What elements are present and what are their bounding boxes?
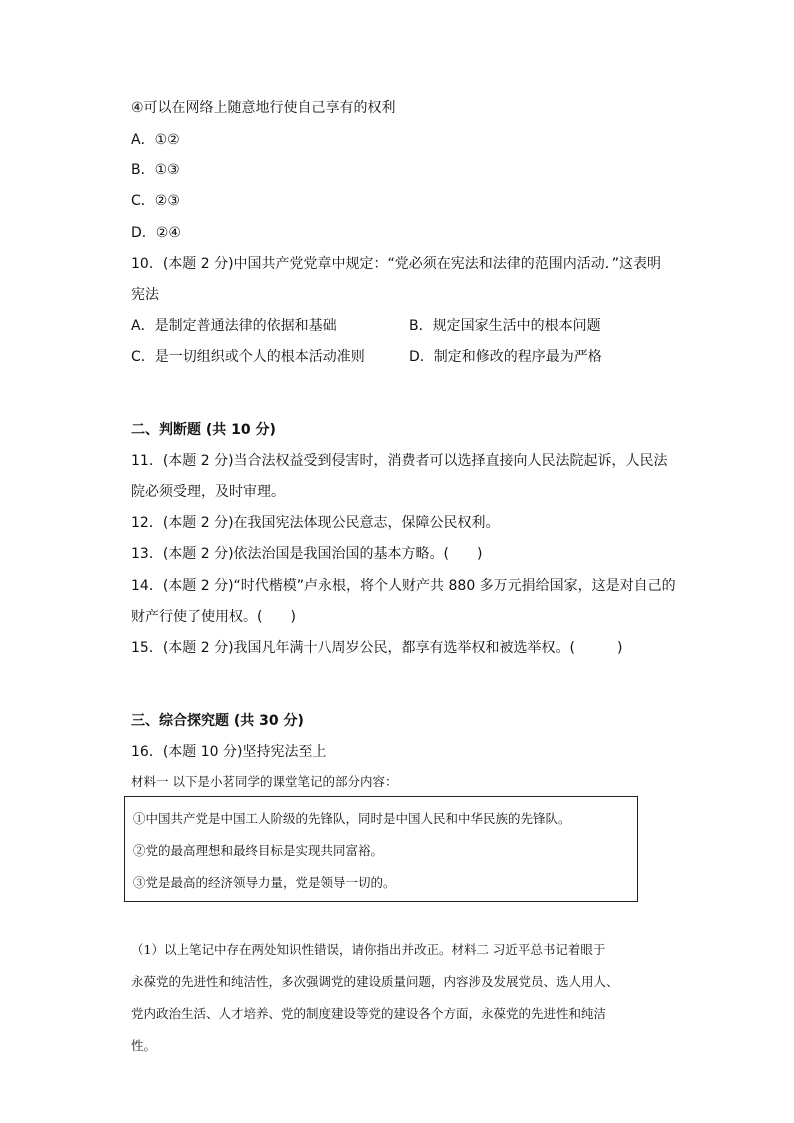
q10-option-a: A．是制定普通法律的依据和基础 bbox=[131, 318, 337, 334]
q10-stem-line1: 10．(本题 2 分)中国共产党党章中规定：“党必须在宪法和法律的范围内活动．”这表明 bbox=[131, 256, 662, 272]
q9-option-c: C．②③ bbox=[131, 193, 180, 209]
q11-line1: 11．(本题 2 分)当合法权益受到侵害时，消费者可以选择直接向人民法院起诉，人民法 bbox=[131, 453, 668, 469]
note-item: ②党的最高理想和最终目标是实现共同富裕。 bbox=[133, 843, 384, 858]
q12: 12．(本题 2 分)在我国宪法体现公民意志，保障公民权利。 bbox=[131, 515, 500, 531]
paragraph-line: （1）以上笔记中存在两处知识性错误，请你指出并改正。材料二 习近平总书记着眼于 bbox=[131, 942, 606, 957]
q14-line2: 财产行使了使用权。( ) bbox=[131, 609, 296, 625]
paragraph-line: 永葆党的先进性和纯洁性，多次强调党的建设质量问题，内容涉及发展党员、选人用人、 bbox=[131, 974, 619, 989]
q14-line1: 14．(本题 2 分)“时代楷模”卢永根，将个人财产共 880 多万元捐给国家，这是对自己的 bbox=[131, 578, 676, 594]
note-item: ③党是最高的经济领导力量，党是领导一切的。 bbox=[133, 875, 396, 890]
note-item: ①中国共产党是中国工人阶级的先锋队，同时是中国人民和中华民族的先锋队。 bbox=[133, 811, 571, 826]
q15: 15．(本题 2 分)我国凡年满十八周岁公民，都享有选举权和被选举权。( ) bbox=[131, 640, 623, 656]
section3-title: 三、综合探究题 (共 30 分) bbox=[131, 713, 304, 729]
q10-stem-line2: 宪法 bbox=[131, 287, 159, 303]
paragraph-line: 党内政治生活、人才培养、党的制度建设等党的建设各个方面，永葆党的先进性和纯洁 bbox=[131, 1006, 607, 1021]
q11-line2: 院必须受理，及时审理。 bbox=[131, 484, 285, 500]
section2-title: 二、判断题 (共 10 分) bbox=[131, 422, 276, 438]
q9-option-4-text: ④可以在网络上随意地行使自己享有的权利 bbox=[131, 100, 396, 116]
notes-box bbox=[124, 796, 638, 902]
paragraph-line: 性。 bbox=[131, 1038, 157, 1053]
q10-option-c: C．是一切组织或个人的根本活动准则 bbox=[131, 349, 365, 365]
q9-option-d: D．②④ bbox=[131, 225, 181, 241]
q16-stem: 16．(本题 10 分)坚持宪法至上 bbox=[131, 744, 327, 760]
material1-intro: 材料一 以下是小茗同学的课堂笔记的部分内容： bbox=[131, 774, 398, 789]
q10-option-d: D．制定和修改的程序最为严格 bbox=[409, 349, 602, 365]
q9-option-a: A．①② bbox=[131, 132, 180, 148]
q9-option-b: B．①③ bbox=[131, 162, 180, 178]
q10-option-b: B．规定国家生活中的根本问题 bbox=[409, 318, 601, 334]
q13: 13．(本题 2 分)依法治国是我国治国的基本方略。( ) bbox=[131, 546, 483, 562]
